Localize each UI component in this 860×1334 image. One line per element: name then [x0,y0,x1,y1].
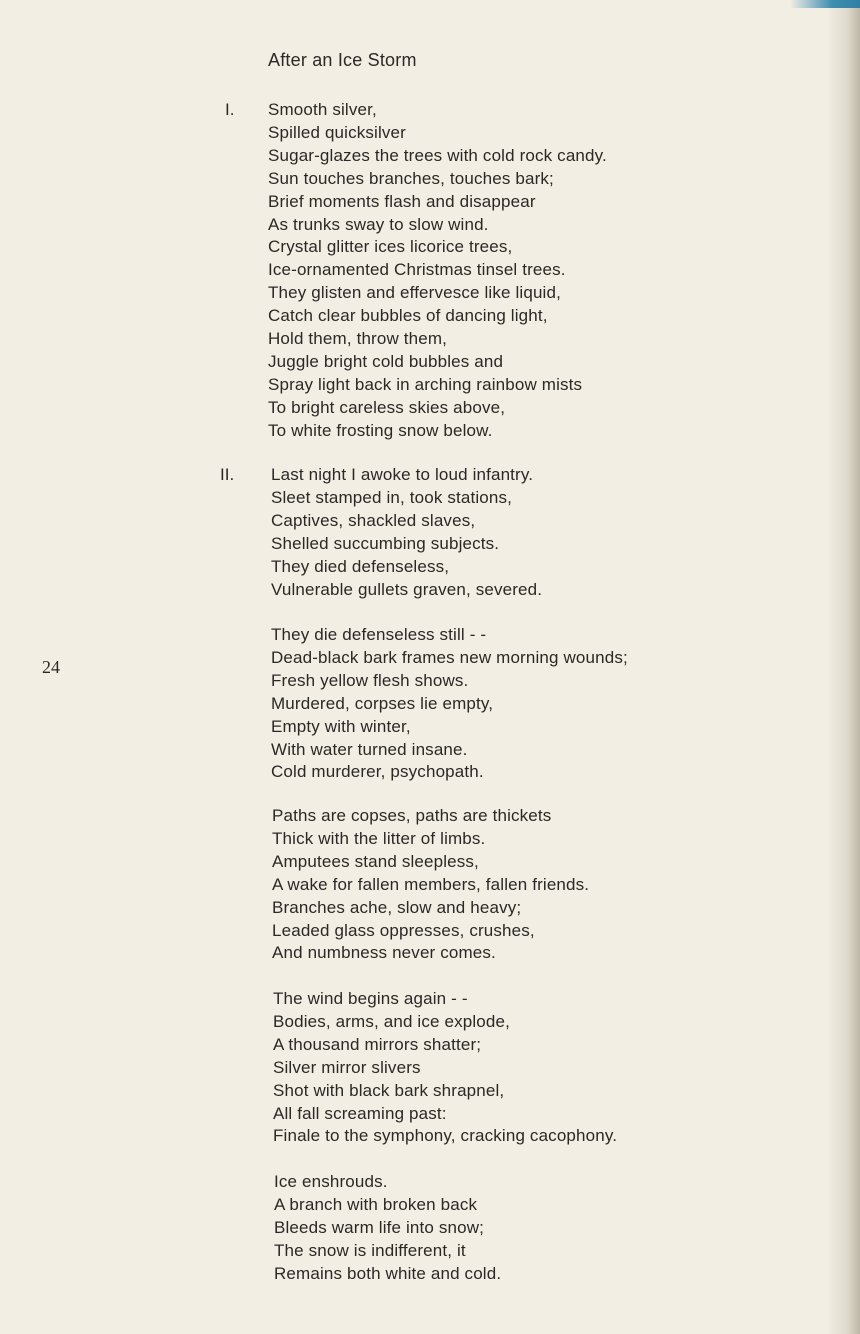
poem-line: Amputees stand sleepless, [272,851,479,871]
part-one-numeral: I. [225,100,235,119]
poem-line: Cold murderer, psychopath. [271,762,484,782]
poem-line: Hold them, throw them, [268,329,448,349]
poem-line: And numbness never comes. [272,943,496,963]
poem-line: A thousand mirrors shatter; [273,1034,482,1054]
poem-line: Brief moments flash and disappear [268,191,536,211]
poem-line: With water turned insane. [271,739,468,759]
poem-line: To bright careless skies above, [268,397,506,417]
poem-line: Bleeds warm life into snow; [274,1217,485,1237]
poem-line: A wake for fallen members, fallen friends. [272,874,590,894]
poem-line: They died defenseless, [271,556,450,576]
poem-line: They die defenseless still - - [271,625,487,644]
poem-line: A branch with broken back [274,1194,478,1214]
poem-line: Last night I awoke to loud infantry. [271,465,534,484]
part-two-numeral: II. [220,465,235,484]
poem-line: Paths are copses, paths are thickets [272,806,552,825]
part-two-stanza-2 [271,624,628,784]
part-two-stanza-3 [272,805,589,965]
poem-line: Dead-black bark frames new morning wounds; [271,647,628,667]
poem-line: The snow is indifferent, it [274,1240,466,1260]
poem-line: Silver mirror slivers [273,1057,421,1077]
part-two-stanza-1 [271,464,542,601]
poem-line: Remains both white and cold. [274,1263,502,1283]
poem-line: To white frosting snow below. [268,420,493,440]
poem-line: Spilled quicksilver [268,122,406,142]
poem-line: Shot with black bark shrapnel, [273,1080,505,1100]
poem-line: Vulnerable gullets graven, severed. [271,579,543,599]
poem-line: Bodies, arms, and ice explode, [273,1011,510,1031]
poem-line: Sun touches branches, touches bark; [268,168,554,188]
page-number: 24 [42,657,60,677]
poem-line: As trunks sway to slow wind. [268,214,489,234]
poem-line: Leaded glass oppresses, crushes, [272,920,535,940]
poem-line: Ice enshrouds. [274,1172,388,1191]
poem-line: Branches ache, slow and heavy; [272,897,522,917]
part-one-stanza [268,99,607,443]
part-two-stanza-4 [273,988,617,1148]
poem-line: The wind begins again - - [273,989,468,1008]
poem-line: Smooth silver, [268,100,377,119]
poem-line: All fall screaming past: [273,1103,447,1123]
poem-line: Captives, shackled slaves, [271,510,476,530]
poem-line: Finale to the symphony, cracking cacophony. [273,1126,618,1146]
corner-color-strip [790,0,860,8]
poem-line: Sleet stamped in, took stations, [271,487,513,507]
poem-line: They glisten and effervesce like liquid, [268,283,561,303]
page-edge-shadow [826,0,860,1334]
poem-line: Shelled succumbing subjects. [271,533,500,553]
part-two-stanza-5 [274,1171,501,1286]
poem-line: Thick with the litter of limbs. [272,828,486,848]
poem-line: Fresh yellow flesh shows. [271,670,469,690]
poem-line: Crystal glitter ices licorice trees, [268,237,513,257]
poem-line: Empty with winter, [271,716,411,736]
poem-line: Murdered, corpses lie empty, [271,693,494,713]
poem-line: Juggle bright cold bubbles and [268,351,504,371]
poem-line: Catch clear bubbles of dancing light, [268,306,548,326]
poem-line: Ice-ornamented Christmas tinsel trees. [268,260,566,280]
poem-title: After an Ice Storm [268,50,417,70]
poem-line: Sugar-glazes the trees with cold rock candy. [268,145,607,165]
poem-line: Spray light back in arching rainbow mists [268,374,583,394]
